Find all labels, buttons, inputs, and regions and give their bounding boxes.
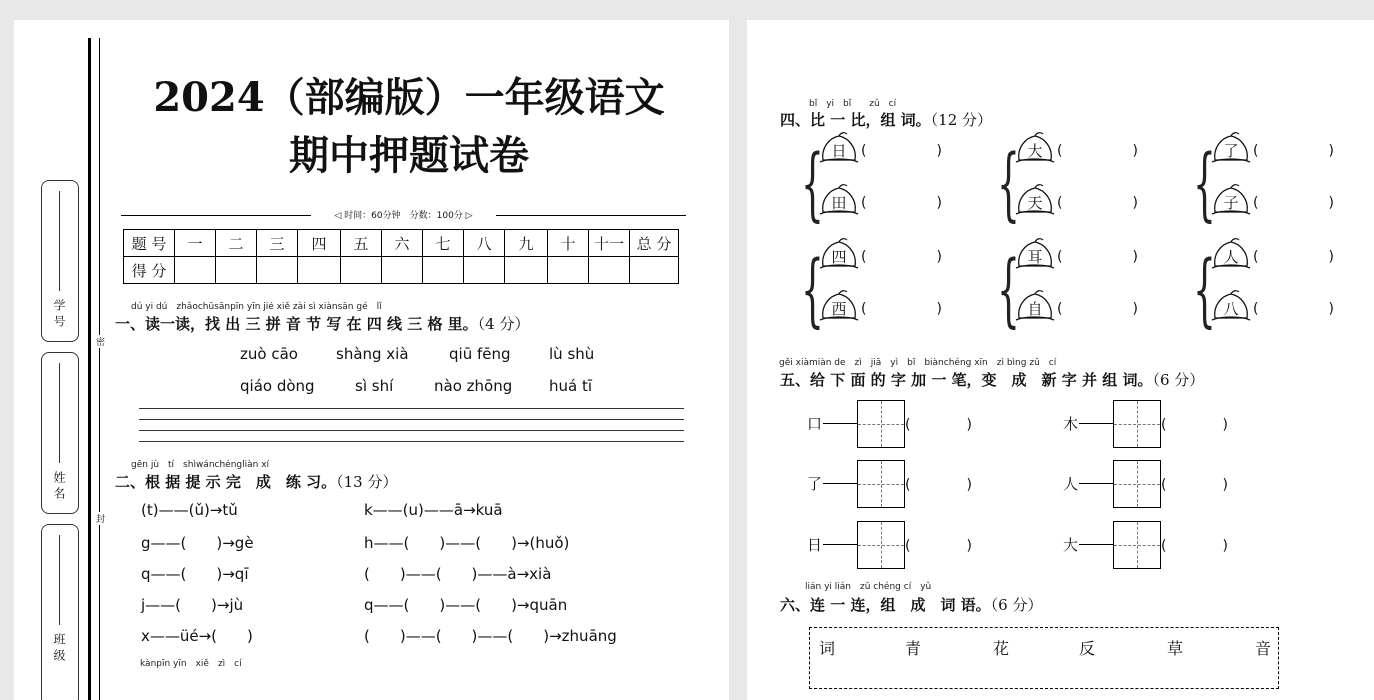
header-cell: 十 <box>548 230 589 257</box>
q4-answer-paren[interactable]: ( ) <box>1253 249 1334 265</box>
q2-exercise: ( )——( )——à→xià <box>364 565 552 583</box>
q6-points: （6 分） <box>990 596 1043 614</box>
q5-pinyin: gěi xiàmiàn de zì jiā yì bǐ biànchéng xīn zì bìng zǔ cí <box>779 358 1057 368</box>
q5-answer-paren[interactable]: ( ) <box>1161 417 1228 433</box>
q4-char: 了 <box>1223 142 1239 160</box>
q1-heading-text: 一、读一读，找 出 三 拼 音 节 写 在 四 线 三 格 里。 <box>115 315 478 333</box>
q4-pinyin: bǐ yi bǐ zǔ cí <box>809 99 897 109</box>
header-cell: 二 <box>216 230 257 257</box>
q1-pinyin-item: huá tī <box>549 377 593 395</box>
q5-answer-paren[interactable]: ( ) <box>905 477 972 493</box>
q5-points: （6 分） <box>1152 371 1205 389</box>
binding-mark-close: 封 <box>96 512 105 525</box>
writing-line[interactable] <box>139 419 684 420</box>
binding-line-thin <box>99 38 100 700</box>
q4-peach-char <box>1211 132 1251 166</box>
q5-char: 口 <box>807 415 823 433</box>
q6-heading <box>780 594 1042 615</box>
q1-pinyin-item: sì shí <box>355 377 394 395</box>
header-cell: 五 <box>341 230 382 257</box>
binding-line-thick <box>88 38 91 700</box>
q4-char: 耳 <box>1027 248 1043 266</box>
student-name-label: 姓 名 <box>52 471 66 499</box>
q4-peach-char <box>819 184 859 218</box>
exam-title-line2: 期中押题试卷 <box>289 132 529 179</box>
q4-answer-paren[interactable]: ( ) <box>1253 143 1334 159</box>
q4-peach-char <box>819 238 859 272</box>
q5-answer-paren[interactable]: ( ) <box>905 417 972 433</box>
q4-brace: { <box>997 243 1020 336</box>
score-cell[interactable] <box>382 257 423 284</box>
exam-page-right <box>747 20 1374 700</box>
score-table <box>123 229 679 284</box>
header-cell: 六 <box>382 230 423 257</box>
q2-exercise: x——üé→( ) <box>141 627 253 645</box>
q5-writing-box[interactable] <box>1113 400 1161 448</box>
header-cell: 三 <box>257 230 298 257</box>
q4-brace: { <box>801 243 824 336</box>
q4-char: 人 <box>1223 248 1239 266</box>
q5-writing-box[interactable] <box>857 460 905 508</box>
header-cell: 一 <box>175 230 216 257</box>
header-cell: 题 号 <box>124 230 175 257</box>
score-cell[interactable] <box>216 257 257 284</box>
q1-pinyin-item: lù shù <box>549 345 595 363</box>
q4-char: 子 <box>1223 194 1239 212</box>
q4-char: 大 <box>1027 142 1043 160</box>
q4-peach-char <box>1211 290 1251 324</box>
student-id-label: 学 号 <box>52 299 66 327</box>
score-cell[interactable] <box>505 257 548 284</box>
q1-points: （4 分） <box>477 315 530 333</box>
q6-word[interactable]: 音 <box>1255 639 1272 658</box>
q5-writing-box[interactable] <box>857 521 905 569</box>
q2-pinyin: gēn jù tí shìwánchéngliàn xí <box>131 460 270 470</box>
score-cell[interactable] <box>423 257 464 284</box>
score-cell[interactable] <box>589 257 630 284</box>
exam-title-line1: 2024（部编版）一年级语文 <box>153 74 665 121</box>
q4-answer-paren[interactable]: ( ) <box>1253 301 1334 317</box>
header-cell: 九 <box>505 230 548 257</box>
q5-writing-box[interactable] <box>1113 460 1161 508</box>
q4-peach-char <box>1015 290 1055 324</box>
q1-pinyin-item: shàng xià <box>336 345 409 363</box>
q3-pinyin: kànpīn yīn xiě zì cí <box>140 659 242 669</box>
header-cell: 总 分 <box>630 230 679 257</box>
q6-pinyin: lián yi lián zǔ chéng cí yǔ <box>805 582 932 592</box>
q5-char: 日 <box>807 536 823 554</box>
student-name-box <box>41 352 79 514</box>
q4-brace: { <box>1193 137 1216 230</box>
q1-pinyin-item: qiáo dòng <box>240 377 315 395</box>
q1-pinyin: dú yi dú zhǎochūsānpīn yīn jié xiě zài sì xiànsān gé lǐ <box>131 302 382 312</box>
q4-peach-char <box>1211 238 1251 272</box>
q4-char: 八 <box>1223 300 1239 318</box>
score-cell[interactable] <box>548 257 589 284</box>
q5-char: 大 <box>1063 536 1079 554</box>
q6-word[interactable]: 词 <box>819 639 836 658</box>
q6-word[interactable]: 青 <box>905 639 922 658</box>
exam-meta-text: ◁ 时间：60分钟 分数：100分 ▷ <box>334 211 473 221</box>
score-cell[interactable] <box>464 257 505 284</box>
q1-pinyin-item: nào zhōng <box>434 377 513 395</box>
q5-heading <box>780 369 1204 390</box>
q4-char: 四 <box>831 248 847 266</box>
q5-char: 人 <box>1063 475 1079 493</box>
q1-pinyin-item: zuò cāo <box>240 345 298 363</box>
q4-peach-char <box>819 132 859 166</box>
q2-exercise: (t)——(ǔ)→tǔ <box>141 501 238 519</box>
q4-brace: { <box>1193 243 1216 336</box>
q2-exercise: q——( )→qī <box>141 565 249 583</box>
q4-answer-paren[interactable]: ( ) <box>861 301 942 317</box>
exam-meta <box>121 208 686 222</box>
q5-connector-line <box>823 423 857 424</box>
q6-word-box <box>809 627 1279 689</box>
score-cell[interactable] <box>257 257 298 284</box>
q5-connector-line <box>823 544 857 545</box>
q4-answer-paren[interactable]: ( ) <box>1057 143 1138 159</box>
q5-writing-box[interactable] <box>857 400 905 448</box>
score-cell[interactable] <box>298 257 341 284</box>
exam-page-left <box>14 20 729 700</box>
q4-heading-text: 四、比 一 比，组 词。 <box>780 111 931 129</box>
score-cell[interactable] <box>630 257 679 284</box>
writing-line[interactable] <box>139 430 684 431</box>
q1-pinyin-item: qiū fēng <box>449 345 511 363</box>
q2-exercise: k——(u)——ā→kuā <box>364 501 503 519</box>
score-table-score-row <box>124 257 679 284</box>
q6-word[interactable]: 花 <box>993 639 1010 658</box>
q2-exercise: ( )——( )——( )→zhuāng <box>364 627 617 645</box>
score-cell[interactable] <box>341 257 382 284</box>
q4-peach-char <box>1015 238 1055 272</box>
q4-heading <box>780 109 992 130</box>
q2-exercise: g——( )→gè <box>141 534 254 552</box>
header-cell: 十一 <box>589 230 630 257</box>
q4-peach-char <box>1211 184 1251 218</box>
score-table-header-row <box>124 230 679 257</box>
q2-exercise: j——( )→jù <box>141 596 244 614</box>
q4-peach-char <box>1015 184 1055 218</box>
score-cell[interactable] <box>175 257 216 284</box>
writing-line[interactable] <box>139 441 684 442</box>
header-cell: 四 <box>298 230 341 257</box>
q4-answer-paren[interactable]: ( ) <box>1057 249 1138 265</box>
q5-connector-line <box>823 483 857 484</box>
header-cell: 八 <box>464 230 505 257</box>
q4-points: （12 分） <box>930 111 993 129</box>
q5-answer-paren[interactable]: ( ) <box>1161 477 1228 493</box>
q4-answer-paren[interactable]: ( ) <box>1057 195 1138 211</box>
q5-answer-paren[interactable]: ( ) <box>905 538 972 554</box>
q4-answer-paren[interactable]: ( ) <box>1253 195 1334 211</box>
q4-char: 田 <box>831 194 847 212</box>
q1-heading <box>115 313 529 334</box>
q6-heading-text: 六、连 一 连，组 成 词 语。 <box>780 596 991 614</box>
q4-brace: { <box>997 137 1020 230</box>
header-cell: 七 <box>423 230 464 257</box>
q4-brace: { <box>801 137 824 230</box>
q2-exercise: h——( )——( )→(huǒ) <box>364 534 570 552</box>
q2-exercise: q——( )——( )→quān <box>364 596 568 614</box>
student-id-box <box>41 180 79 342</box>
q2-heading-text: 二、根 据 提 示 完 成 练 习。 <box>115 473 337 491</box>
q4-char: 日 <box>831 142 847 160</box>
binding-mark-seal: 密 <box>96 335 105 348</box>
q4-answer-paren[interactable]: ( ) <box>861 249 942 265</box>
q4-char: 天 <box>1027 194 1043 212</box>
class-label: 班 级 <box>52 633 66 661</box>
q2-heading <box>115 471 397 492</box>
q4-answer-paren[interactable]: ( ) <box>861 143 942 159</box>
q6-word[interactable]: 反 <box>1079 639 1096 658</box>
q4-peach-char <box>1015 132 1055 166</box>
q5-heading-text: 五、给 下 面 的 字 加 一 笔，变 成 新 字 并 组 词。 <box>780 371 1153 389</box>
score-row-label: 得 分 <box>124 257 175 284</box>
q6-word[interactable]: 草 <box>1167 639 1184 658</box>
q4-char: 自 <box>1027 300 1043 318</box>
q5-char: 木 <box>1063 415 1079 433</box>
q4-answer-paren[interactable]: ( ) <box>1057 301 1138 317</box>
q5-connector-line <box>1079 423 1113 424</box>
q2-points: （13 分） <box>336 473 398 491</box>
q5-answer-paren[interactable]: ( ) <box>1161 538 1228 554</box>
writing-line[interactable] <box>139 408 684 409</box>
q4-char: 西 <box>831 300 847 318</box>
q4-answer-paren[interactable]: ( ) <box>861 195 942 211</box>
q5-writing-box[interactable] <box>1113 521 1161 569</box>
q5-connector-line <box>1079 483 1113 484</box>
q4-peach-char <box>819 290 859 324</box>
q5-char: 了 <box>807 475 823 493</box>
q5-connector-line <box>1079 544 1113 545</box>
class-box <box>41 524 79 700</box>
